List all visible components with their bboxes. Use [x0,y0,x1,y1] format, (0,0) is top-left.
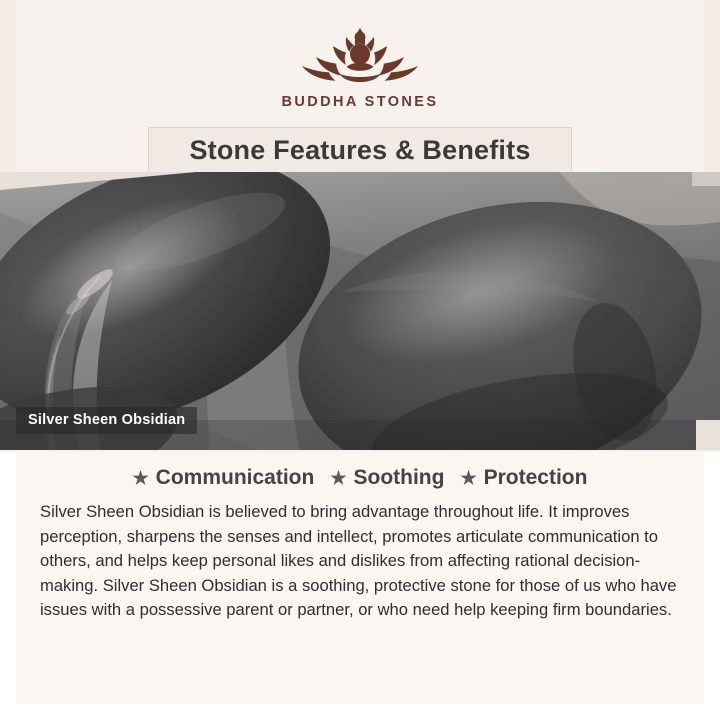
keyword-label: Communication [155,466,315,489]
photo-corner-wedge [0,172,196,190]
section-title-plate [148,127,572,173]
brand-name: BUDDHA STONES [281,94,439,110]
description-text: Silver Sheen Obsidian is believed to bring advantage throughout life. It improves perception, sharpens the senses and intellect, promotes articulate communication to others, and helps keep personal likes and dislikes from affecting rational decision-making. Silver Sheen Obsidian is a soothing, protective stone for those of us who have issues with a possessive parent or partner, or who need help keeping firm boundaries. [40,502,677,620]
photo-corner-top-right [692,172,720,186]
left-margin [0,452,16,720]
lotus-meditation-icon [278,24,442,88]
stone-name-caption: Silver Sheen Obsidian [16,407,197,434]
page-title: Stone Features & Benefits [189,134,531,165]
keyword-label: Protection [483,466,588,489]
stone-photo [0,172,720,450]
star-icon: ★ [460,468,477,488]
brand-logo [0,24,720,110]
photo-corner-bottom-right [696,420,720,450]
bottom-margin [0,704,720,720]
keyword-row [16,452,704,490]
keyword-soothing [330,466,444,490]
keyword-communication [133,466,315,490]
star-icon: ★ [330,468,347,488]
right-margin [704,452,720,720]
header-band [0,0,720,172]
keyword-label: Soothing [353,466,445,489]
keyword-protection [460,466,587,490]
benefits-panel [16,452,704,704]
star-icon: ★ [132,468,149,488]
